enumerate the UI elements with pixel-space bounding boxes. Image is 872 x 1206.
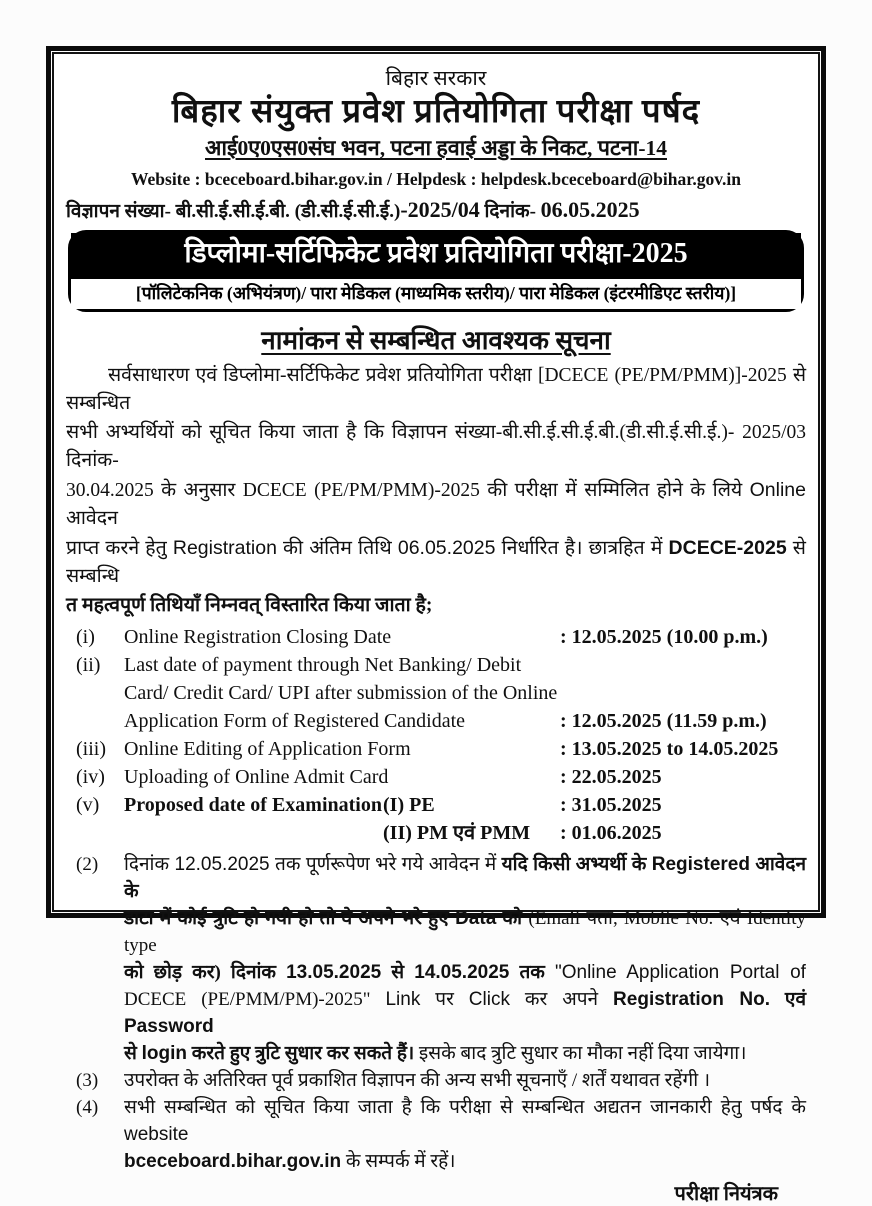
schedule-row-value: : 13.05.2025 to 14.05.2025 [560, 738, 779, 761]
government-title: बिहार सरकार [385, 66, 487, 90]
schedule-row-subitem: (I) PE [383, 794, 435, 817]
schedule-row-number: (i) [76, 626, 95, 649]
board-title: बिहार संयुक्त प्रवेश प्रतियोगिता परीक्षा पर्षद [171, 94, 701, 130]
schedule-row-number: (iv) [76, 766, 105, 789]
intro-paragraph [64, 362, 808, 621]
schedule-row [76, 819, 806, 847]
note-line: bceceboard.bihar.gov.in के सम्पर्क में रहें। [124, 1151, 456, 1173]
schedule-row-label [124, 651, 560, 735]
schedule-row-value: : 12.05.2025 (10.00 p.m.) [560, 626, 768, 649]
note-paragraph-3 [76, 1067, 806, 1094]
note-number: (4) [76, 1097, 99, 1119]
note-line: दिनांक 12.05.2025 तक पूर्णरूपेण भरे गये आवेदन में यदि किसी अभ्यर्थी के Registered आवेदन के [124, 854, 806, 903]
schedule-row [76, 791, 806, 819]
schedule-row-number: (iii) [76, 738, 106, 761]
note-body [124, 1094, 806, 1175]
schedule-row-label: Online Registration Closing Date [124, 626, 392, 649]
document-content [52, 52, 820, 1206]
note-line: डाटा में कोई त्रुटि हो गयी हो तो वे अपने भरे हुए Data को (Email पता, Mobile No. एवं Identity type [124, 908, 806, 957]
schedule-row-value: : 22.05.2025 [560, 766, 662, 789]
note-paragraph-4 [76, 1094, 806, 1175]
schedule-label-line: Card/ Credit Card/ UPI after submission of the Online [124, 682, 558, 705]
note-body [124, 1067, 806, 1094]
schedule-row-number: (ii) [76, 654, 101, 677]
note-line: को छोड़ कर) दिनांक 13.05.2025 से 14.05.2025 तक "Online Application Portal of [124, 962, 806, 984]
note-line: सभी सम्बन्धित को सूचित किया जाता है कि परीक्षा से सम्बन्धित अद्यतन जानकारी हेतु पर्षद के website [124, 1097, 806, 1146]
advertisement-number-line: विज्ञापन संख्या- बी.सी.ई.सी.ई.बी. (डी.सी.ई.सी.ई.)-2025/04 दिनांक- 06.05.2025 [66, 196, 640, 222]
schedule-row [76, 763, 806, 791]
schedule-row-label: Proposed date of Examination [124, 794, 382, 817]
schedule-row [76, 651, 806, 735]
schedule-row [76, 735, 806, 763]
schedule-row-label: Uploading of Online Admit Card [124, 766, 389, 789]
document-border-frame [46, 46, 826, 1206]
schedule-row-value: : 31.05.2025 [560, 794, 662, 817]
note-line: उपरोक्त के अतिरिक्त पूर्व प्रकाशित विज्ञापन की अन्य सभी सूचनाएँ / शर्तें यथावत रहेंगी । [124, 1070, 711, 1092]
board-address: आई0ए0एस0संघ भवन, पटना हवाई अड्डा के निकट, पटना-14 [205, 135, 667, 160]
schedule-row-label: Online Editing of Application Form [124, 738, 411, 761]
exam-banner-title: डिप्लोमा-सर्टिफिकेट प्रवेश प्रतियोगिता परीक्षा-2025 [71, 233, 801, 279]
note-paragraph-2 [76, 851, 806, 1067]
schedule-row-value: : 12.05.2025 (11.59 p.m.) [560, 710, 767, 733]
schedule-row-number: (v) [76, 794, 100, 817]
note-line: से login करते हुए त्रुटि सुधार कर सकते हैं। इसके बाद त्रुटि सुधार का मौका नहीं दिया जायेगा। [124, 1043, 747, 1065]
note-body [124, 851, 806, 1067]
schedule-row [76, 623, 806, 651]
numbered-notes [64, 851, 808, 1175]
schedule-row-subitem: (II) PM एवं PMM [383, 822, 531, 845]
website-helpdesk-line: Website : bceceboard.bihar.gov.in / Helpdesk : helpdesk.bceceboard@bihar.gov.in [130, 168, 742, 189]
important-dates-list [64, 623, 808, 847]
intro-line: सर्वसाधारण एवं डिप्लोमा-सर्टिफिकेट प्रवेश प्रतियोगिता परीक्षा [DCECE (PE/PM/PMM)]-2025 से सम्बन्धित [66, 364, 806, 415]
intro-line: प्राप्त करने हेतु Registration की अंतिम तिथि 06.05.2025 निर्धारित है। छात्रहित में DCECE-2025 से सम्बन्धि [66, 536, 806, 588]
exam-title-banner [68, 230, 804, 312]
schedule-row-value: : 01.06.2025 [560, 822, 662, 845]
note-line: DCECE (PE/PMM/PM)-2025" Link पर Click कर अपने Registration No. एवं Password [124, 989, 807, 1038]
exam-banner-subtitle: [पॉलिटेकनिक (अभियंत्रण)/ पारा मेडिकल (माध्यमिक स्तरीय)/ पारा मेडिकल (इंटरमीडिएट स्तरीय)] [71, 279, 801, 309]
schedule-label-line: Application Form of Registered Candidate [124, 710, 466, 733]
intro-line: 30.04.2025 के अनुसार DCECE (PE/PM/PMM)-2025 की परीक्षा में सम्मिलित होने के लिये Online आवेदन [66, 478, 806, 530]
note-number: (2) [76, 854, 99, 876]
notice-heading: नामांकन से सम्बन्धित आवश्यक सूचना [261, 325, 611, 355]
note-number: (3) [76, 1070, 99, 1092]
intro-line: त महत्वपूर्ण तिथियाँ निम्नवत् विस्तारित किया जाता है; [66, 594, 433, 616]
schedule-label-line: Last date of payment through Net Banking/ Debit [124, 654, 522, 677]
intro-line: सभी अभ्यर्थियों को सूचित किया जाता है कि विज्ञापन संख्या-बी.सी.ई.सी.ई.बी.(डी.सी.ई.सी.ई.)- 2025/03 दिनांक- [66, 421, 806, 472]
exam-controller-signature: परीक्षा नियंत्रक [674, 1183, 778, 1206]
